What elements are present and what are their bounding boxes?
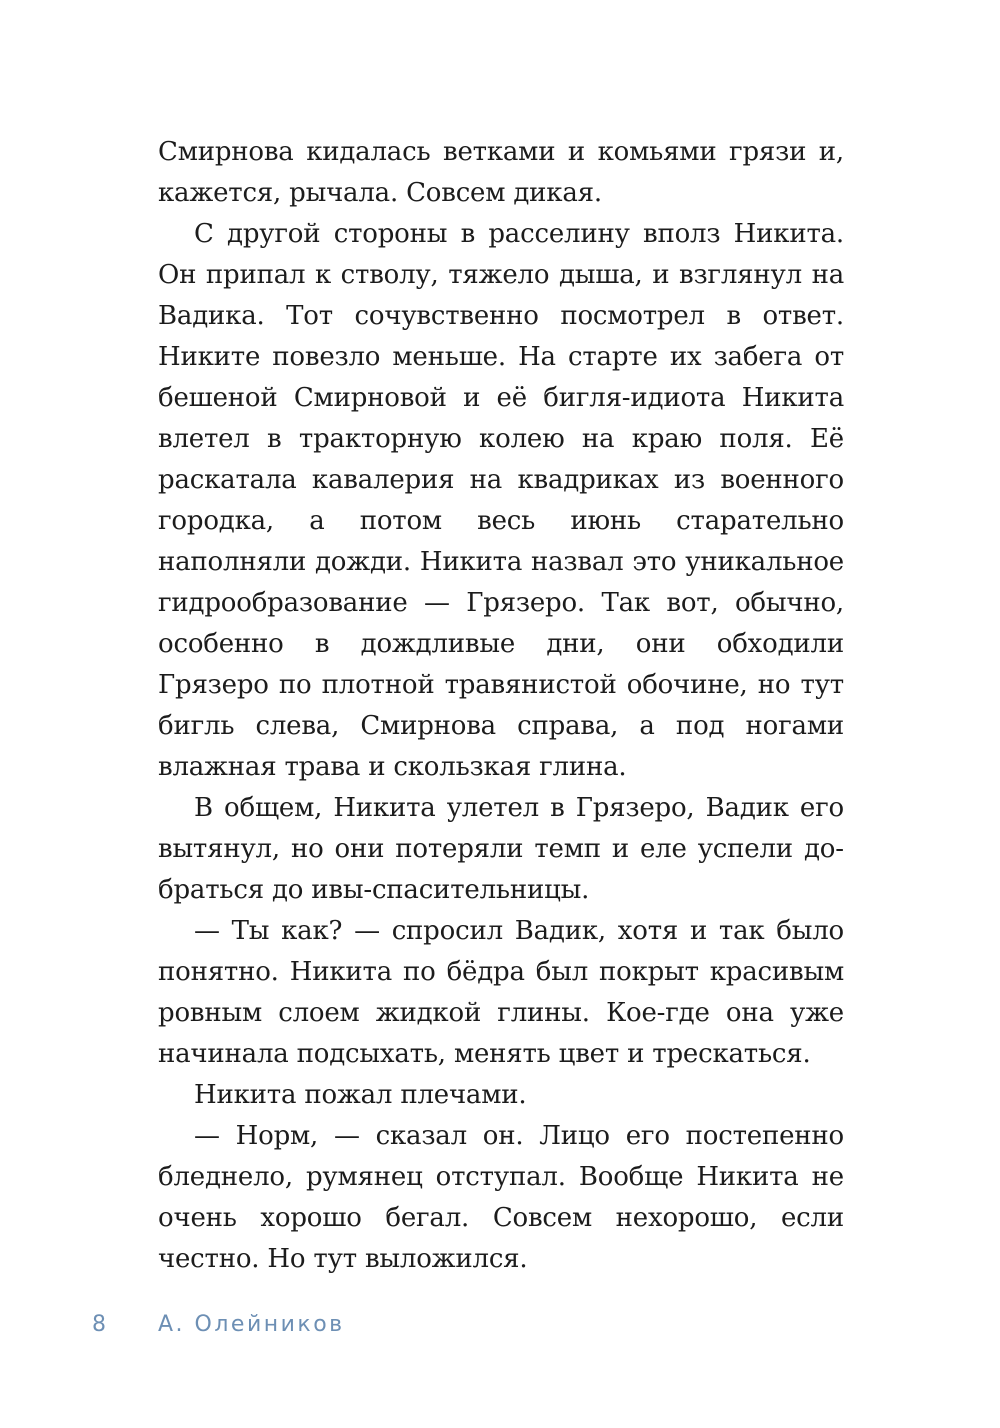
paragraph-3: В общем, Никита улетел в Грязеро, Вадик его вытянул, но они потеряли темп и еле успели добраться до ивы-спасительницы. — [158, 793, 844, 905]
paragraph-2: С другой стороны в расселину вполз Никита. Он припал к стволу, тяжело дыша, и взглянул на Вадика. Тот сочувственно посмотрел в ответ. Никите повезло меньше. На старте их забега от бешеной Смирновой и её бигля-идиота Никита влетел в тракторную колею на краю поля. Её раскатала кавалерия на квадриках из военного городка, а потом весь июнь старательно наполняли дожди. Никита назвал это уникальное гидрообразование — Грязеро. Так вот, обычно, особенно в дождливые дни, они обходили Грязеро по плотной травянистой обочине, но тут бигль слева, Смирнова справа, а под ногами влажная трава и скользкая глина. — [158, 219, 844, 782]
page-footer — [92, 1312, 345, 1337]
paragraph-5: Никита пожал плечами. — [194, 1080, 527, 1110]
running-author: А. Олейников — [158, 1312, 345, 1337]
paragraph-4: — Ты как? — спросил Вадик, хотя и так было понятно. Никита по бёдра был покрыт красивым ровным слоем жидкой глины. Кое-где она уже начинала подсыхать, менять цвет и трескаться. — [158, 916, 844, 1069]
paragraph-6: — Норм, — сказал он. Лицо его постепенно бледнело, румянец отступал. Вообще Никита не очень хорошо бегал. Совсем нехорошо, если честно. Но тут выложился. — [158, 1121, 844, 1274]
body-text — [158, 132, 844, 1280]
page-number: 8 — [92, 1312, 108, 1337]
paragraph-1: Смирнова кидалась ветками и комьями грязи и, кажется, рычала. Совсем дикая. — [158, 137, 844, 208]
